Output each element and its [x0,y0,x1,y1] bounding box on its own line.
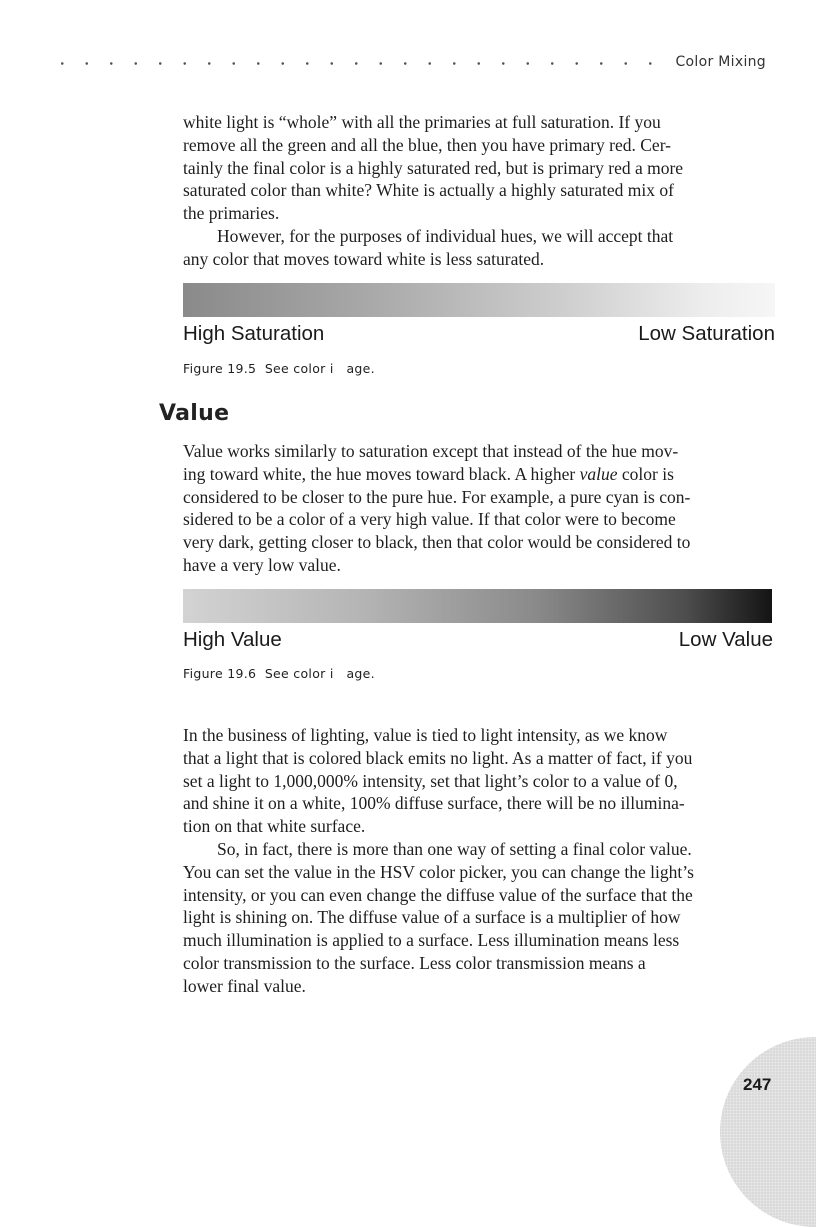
low-saturation-label: Low Saturation [638,322,775,345]
text-line: much illumination is applied to a surface. Less illumination means less [183,930,680,951]
text-line [183,508,778,531]
high-value-label: High Value [183,628,282,651]
text-line: However, for the purposes of individual hues, we will accept that [217,226,674,246]
text-line: that a light that is colored black emits no light. As a matter of fact, if you [183,747,693,768]
text-line: So, in fact, there is more than one way of setting a final color value. [217,839,692,859]
lighting-paragraph [183,724,778,838]
running-head [50,52,766,72]
text-line: intensity, or you can even change the diffuse value of the surface that the [183,884,693,905]
text-line [183,531,778,554]
value-gradient-bar [183,589,772,623]
text-line [183,554,778,577]
text-line: and shine it on a white, 100% diffuse surface, there will be no illumina- [183,793,685,814]
text-line [183,463,778,486]
text-line: light is shining on. The diffuse value of a surface is a multiplier of how [183,907,681,928]
text-line: set a light to 1,000,000% intensity, set that light’s color to a value of 0, [183,770,678,791]
italic-term: value [579,463,618,484]
text-run: sidered to be a color of a very high value. If that color were to become [183,509,676,530]
page-number-tab [720,1037,816,1227]
intro-paragraph [183,111,778,225]
text-line: In the business of lighting, value is tied to light intensity, as we know [183,725,668,745]
text-line: white light is “whole” with all the primaries at full saturation. If you [183,112,661,132]
text-line: the primaries. [183,203,280,224]
chapter-title: Color Mixing [675,54,766,70]
text-line: You can set the value in the HSV color picker, you can change the light’s [183,861,694,882]
figure-caption: Figure 19.6 See color i age. [183,666,375,681]
text-run: very dark, getting closer to black, then that color would be considered to [183,532,691,553]
text-line: color transmission to the surface. Less color transmission means a [183,952,646,973]
text-line [183,440,778,463]
page-number: 247 [743,1075,772,1094]
saturation-gradient-bar [183,283,775,317]
text-run: color is [617,463,674,484]
text-line: lower final value. [183,975,306,996]
text-line: remove all the green and all the blue, then you have primary red. Cer- [183,134,672,155]
text-run: ing toward white, the hue moves toward black. A higher [183,463,580,484]
section-heading: Value [159,401,230,426]
dotted-leader [50,62,661,65]
text-run: have a very low value. [183,554,341,575]
however-paragraph [183,225,778,271]
figure-caption: Figure 19.5 See color i age. [183,361,375,376]
final-paragraph [183,838,778,998]
text-run: considered to be closer to the pure hue. For example, a pure cyan is con- [183,486,691,507]
value-paragraph [183,440,778,577]
high-saturation-label: High Saturation [183,322,325,345]
text-line: tion on that white surface. [183,816,366,837]
text-run: Value works similarly to saturation except that instead of the hue mov- [183,441,679,461]
text-line: any color that moves toward white is less saturated. [183,248,545,269]
text-line: tainly the final color is a highly saturated red, but is primary red a more [183,157,684,178]
text-line [183,486,778,509]
low-value-label: Low Value [678,628,773,651]
text-line: saturated color than white? White is actually a highly saturated mix of [183,180,674,201]
